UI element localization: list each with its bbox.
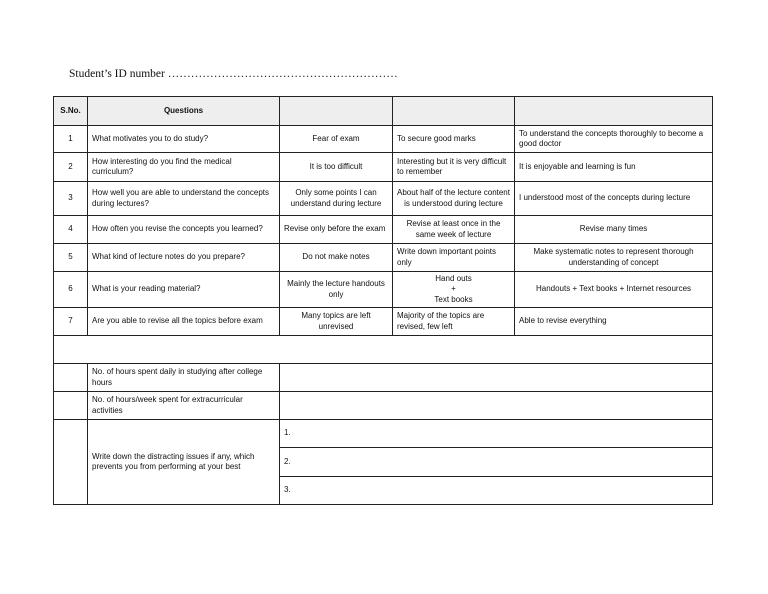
table-header-row: [54, 97, 713, 126]
row-question: What kind of lecture notes do you prepare?: [88, 244, 280, 272]
row-option-b: Revise at least once in the same week of lecture: [393, 216, 515, 244]
row-option-c: To understand the concepts thoroughly to become a good doctor: [515, 126, 713, 153]
distracting-answer-field[interactable]: 3.: [280, 477, 713, 505]
hours-row: [54, 392, 713, 420]
option-b-line: +: [451, 284, 456, 294]
hours-answer-field[interactable]: [280, 364, 713, 392]
hours-answer-field[interactable]: [280, 392, 713, 420]
row-option-b: To secure good marks: [393, 126, 515, 153]
questionnaire-table: [53, 96, 713, 505]
row-question: What motivates you to do study?: [88, 126, 280, 153]
header-blank-1: [280, 97, 393, 126]
table-row: [54, 126, 713, 153]
row-option-c: Able to revise everything: [515, 308, 713, 336]
row-option-b: Majority of the topics are revised, few left: [393, 308, 515, 336]
hours-label: No. of hours spent daily in studying after college hours: [88, 364, 280, 392]
row-option-a: Only some points I can understand during lecture: [280, 182, 393, 216]
table-row: [54, 244, 713, 272]
header-blank-3: [515, 97, 713, 126]
row-option-a: It is too difficult: [280, 153, 393, 182]
row-sno: 3: [54, 182, 88, 216]
table-row: [54, 182, 713, 216]
row-option-b: Interesting but it is very difficult to remember: [393, 153, 515, 182]
row-question: How well you are able to understand the concepts during lectures?: [88, 182, 280, 216]
row-sno: 6: [54, 272, 88, 308]
distracting-blank-cell: [54, 420, 88, 505]
table-row: [54, 216, 713, 244]
row-question: How interesting do you find the medical curriculum?: [88, 153, 280, 182]
distracting-label: Write down the distracting issues if any, which prevents you from performing at your best: [88, 420, 280, 505]
table-row: [54, 272, 713, 308]
hours-blank-cell: [54, 364, 88, 392]
option-b-line: Hand outs: [435, 273, 472, 283]
row-option-a: Mainly the lecture handouts only: [280, 272, 393, 308]
row-sno: 2: [54, 153, 88, 182]
row-option-c: Make systematic notes to represent thorough understanding of concept: [515, 244, 713, 272]
row-question: How often you revise the concepts you learned?: [88, 216, 280, 244]
row-question: What is your reading material?: [88, 272, 280, 308]
distracting-row: [54, 420, 713, 448]
table-row: [54, 308, 713, 336]
header-blank-2: [393, 97, 515, 126]
row-option-a: Many topics are left unrevised: [280, 308, 393, 336]
row-sno: 4: [54, 216, 88, 244]
header-questions: Questions: [88, 97, 280, 126]
row-sno: 1: [54, 126, 88, 153]
row-option-b: About half of the lecture content is understood during lecture: [393, 182, 515, 216]
row-option-a: Revise only before the exam: [280, 216, 393, 244]
distracting-answer-field[interactable]: 2.: [280, 448, 713, 477]
row-question: Are you able to revise all the topics before exam: [88, 308, 280, 336]
row-option-c: Revise many times: [515, 216, 713, 244]
spacer-row: [54, 336, 713, 364]
hours-row: [54, 364, 713, 392]
row-sno: 5: [54, 244, 88, 272]
row-option-b: [393, 272, 515, 308]
spacer-cell: [54, 336, 713, 364]
table-row: [54, 153, 713, 182]
row-sno: 7: [54, 308, 88, 336]
row-option-a: Do not make notes: [280, 244, 393, 272]
distracting-answer-field[interactable]: 1.: [280, 420, 713, 448]
hours-blank-cell: [54, 392, 88, 420]
row-option-b: Write down important points only: [393, 244, 515, 272]
row-option-c: Handouts + Text books + Internet resources: [515, 272, 713, 308]
option-b-line: Text books: [434, 294, 473, 304]
hours-label: No. of hours/week spent for extracurricular activities: [88, 392, 280, 420]
row-option-c: I understood most of the concepts during lecture: [515, 182, 713, 216]
header-sno: S.No.: [54, 97, 88, 126]
student-id-line: Student’s ID number ……………………………………………………: [69, 68, 398, 80]
row-option-c: It is enjoyable and learning is fun: [515, 153, 713, 182]
row-option-a: Fear of exam: [280, 126, 393, 153]
